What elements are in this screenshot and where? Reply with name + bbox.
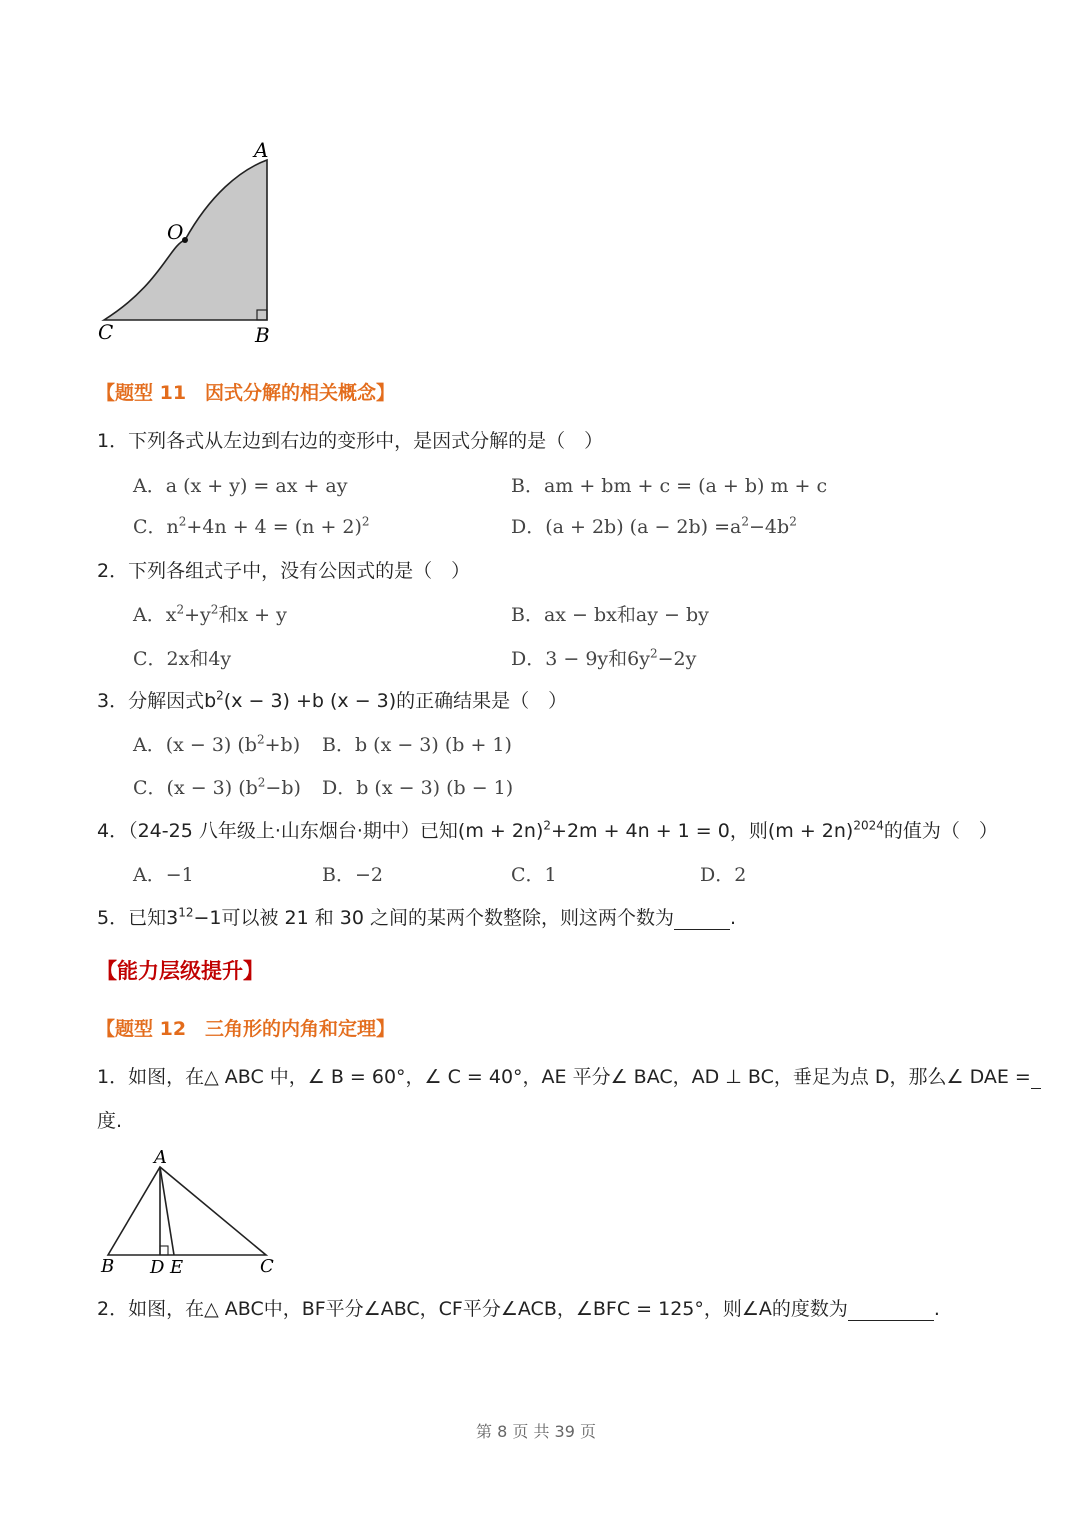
- answer-blank[interactable]: [848, 1300, 934, 1321]
- label-o: O: [167, 220, 184, 244]
- q11-1-option-a: A．a (x + y) = ax + ay: [133, 475, 348, 497]
- q11-4-option-a: A．−1: [133, 864, 194, 886]
- q11-4-option-d: D．2: [700, 864, 747, 886]
- q11-4-option-b: B．−2: [322, 864, 383, 886]
- right-angle-mark: [160, 1246, 168, 1255]
- label-c: C: [98, 320, 114, 344]
- label-c: C: [260, 1256, 274, 1277]
- label-a: A: [154, 1147, 167, 1168]
- section-11-title: 【题型 11 因式分解的相关概念】: [96, 382, 396, 404]
- q11-4-option-c: C．1: [511, 864, 557, 886]
- label-b: B: [101, 1256, 115, 1277]
- page-footer: 第 8 页 共 39 页: [476, 1422, 596, 1441]
- q12-1-line2: 度.: [97, 1110, 123, 1132]
- q11-2-stem: 2．下列各组式子中，没有公因式的是（ ）: [97, 560, 471, 582]
- figure-triangle: [95, 1145, 285, 1280]
- q11-2-option-d: D．3 − 9y和$6y^2-2y$: [511, 646, 697, 670]
- q11-1-option-d: D．(a + 2b) $(a - 2b) =a^2-4b^2$: [511, 514, 797, 538]
- q12-2-stem: 2．如图，在△ ABC中，BF平分∠ABC，CF平分∠ACB，∠BFC = 125°，则∠A的度数为 .: [97, 1298, 940, 1320]
- label-e: E: [170, 1257, 184, 1278]
- answer-blank[interactable]: [674, 909, 730, 930]
- section-level-title: 【能力层级提升】: [96, 959, 264, 983]
- q11-1-option-c: C．$n^2+4n + 4 = (n + 2)^2$: [133, 514, 370, 538]
- section-12-title: 【题型 12 三角形的内角和定理】: [96, 1018, 396, 1040]
- label-d: D: [150, 1257, 165, 1278]
- q11-3-option-c: C．(x − 3) $(b^2-b)$: [133, 775, 301, 799]
- q11-2-option-c: C．2x和4y: [133, 648, 232, 670]
- q11-2-option-a: A．$x^2+y^2$和x + y: [133, 602, 287, 626]
- label-a: A: [254, 138, 269, 162]
- q11-3-option-b: B．b (x − 3) (b + 1): [322, 734, 512, 756]
- label-b: B: [255, 323, 270, 347]
- q11-3-option-a: A．(x − 3) $(b^2+b)$: [133, 732, 301, 756]
- q11-1-stem: 1．下列各式从左边到右边的变形中，是因式分解的是（ ）: [97, 430, 604, 452]
- q11-5-stem: 5．已知$3^{12}-1$可以被 21 和 30 之间的某两个数整除，则这两个数为 .: [97, 905, 737, 929]
- q11-2-option-b: B．ax − bx和ay − by: [511, 604, 709, 626]
- bisector-ae: [160, 1167, 174, 1255]
- q11-4-stem: 4．（24-25 八年级上·山东烟台·期中）已知$(m + 2n)^2+2m + 4n + 1 = 0$，则$(m + 2n)^{2024}$的值为（ ）: [97, 818, 998, 842]
- answer-blank[interactable]: [1031, 1068, 1041, 1089]
- q11-3-option-d: D．b (x − 3) (b − 1): [322, 777, 514, 799]
- triangle-abc: [108, 1167, 266, 1255]
- q11-3-stem: 3．分解因式$b^2(x - 3) +b$ (x − 3)的正确结果是（ ）: [97, 688, 568, 712]
- q12-1-line1: 1．如图，在△ ABC 中，∠ B = 60°，∠ C = 40°，AE 平分∠ BAC，AD ⊥ BC，垂足为点 D，那么∠ DAE =: [97, 1062, 1041, 1089]
- q11-1-option-b: B．am + bm + c = (a + b) m + c: [511, 475, 828, 497]
- figure-curved-region: [90, 135, 290, 350]
